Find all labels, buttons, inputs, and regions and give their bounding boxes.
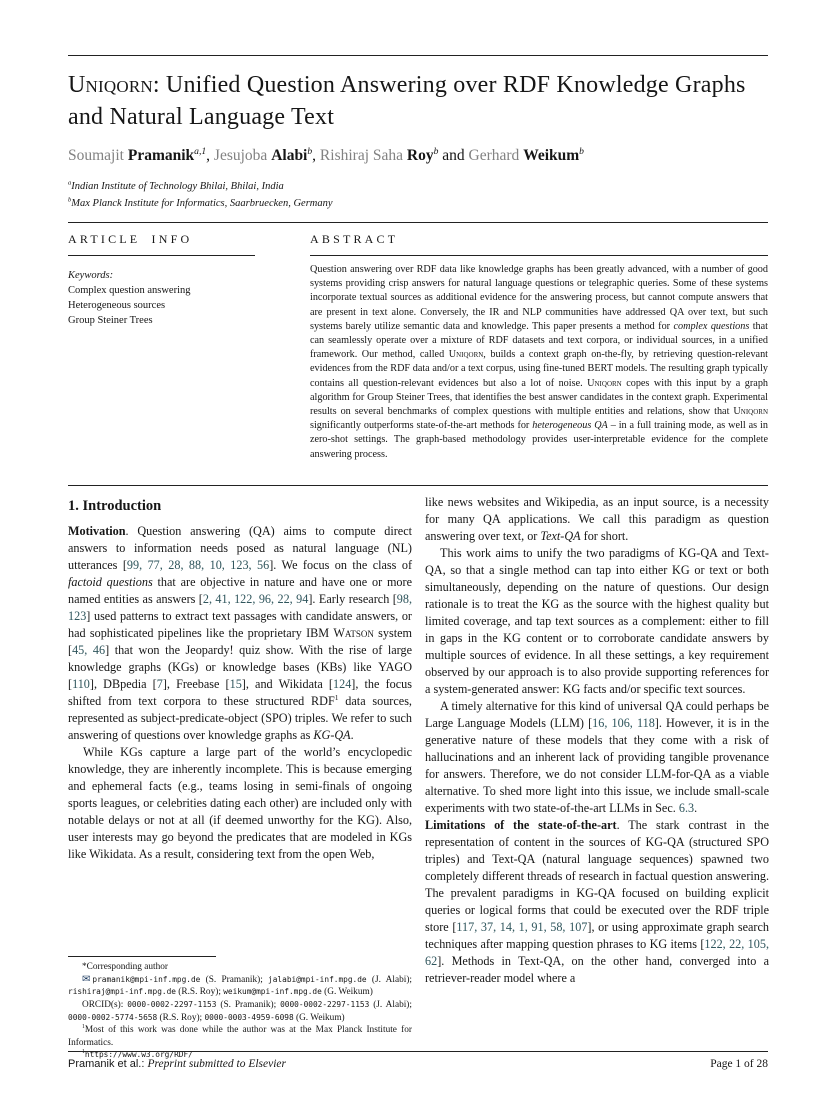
- text-segment: Motivation: [68, 524, 126, 539]
- text-segment: for short.: [580, 529, 629, 544]
- left-column: [68, 494, 412, 1062]
- citation-ref[interactable]: 15: [229, 677, 242, 692]
- footnote-note1: [68, 1024, 412, 1049]
- abstract-heading: ABSTRACT: [310, 232, 399, 246]
- text-segment: ,: [206, 147, 214, 164]
- text-segment: Watson: [333, 626, 374, 641]
- paragraph: [425, 494, 769, 545]
- text-segment: Soumajit: [68, 147, 128, 164]
- text-segment: Indian Institute of Technology Bhilai, Bhilai, India: [71, 181, 284, 192]
- paragraph: [425, 817, 769, 987]
- keyword-item: Complex question answering: [68, 285, 191, 296]
- text-segment: KG-QA: [313, 728, 351, 743]
- paragraph: [68, 744, 412, 863]
- article-info-panel: [68, 232, 255, 472]
- text-segment: Jesujoba: [213, 147, 272, 164]
- text-segment: and: [438, 147, 469, 164]
- footnote-emails: [68, 974, 412, 999]
- text-segment: ], the focus shifted from text corpora to these structured RDF: [68, 677, 412, 709]
- text-segment: b: [579, 145, 584, 157]
- text-segment: Question answering over RDF data like knowledge graphs has been greatly advanced, with a number of good systems providing crisp answers for natural language questions or telegraphic queries. Some of these systems incorporate textual sources as additional evidence for the answering process, but cannot compute answers that are present in text alone. Conversely, the IR and NLP communities have addressed QA over text, but such systems barely utilize semantic data and knowledge. This paper presents a method for: [310, 264, 768, 332]
- keyword-item: Group Steiner Trees: [68, 315, 153, 326]
- email-link[interactable]: jalabi@mpi-inf.mpg.de: [268, 974, 367, 984]
- paper-title: [68, 69, 768, 133]
- text-segment: b: [68, 196, 72, 204]
- text-segment: ], DBpedia [: [89, 677, 157, 692]
- authors-line: [68, 147, 768, 165]
- right-column: [425, 494, 769, 1062]
- text-segment: While KGs capture a large part of the world’s encyclopedic knowledge, they are inherently incomplete. This is because emerging and ephemeral facts (e.g., teams losing in semi-finals of ongoing sports leagues, or celebrities dating each other) are included only with notable delays or not at all (if deemed unworthy for the KG). Also, user interests may go beyond the predicates that are modeled in KGs like Wikidata. As a result, considering text from the open Web,: [68, 745, 412, 862]
- text-segment: ], Freebase [: [162, 677, 230, 692]
- citation-ref[interactable]: 6.3: [678, 801, 695, 816]
- article-info-heading: ARTICLE INFO: [68, 232, 193, 246]
- text-segment: ], and Wikidata [: [241, 677, 333, 692]
- footer-author: Pramanik et al.:: [68, 1058, 148, 1070]
- paragraph: [425, 698, 769, 817]
- text-segment: that are objective in nature and have one or more named entities as answers [: [68, 575, 412, 607]
- text-segment: ], or using approximate graph search techniques after mapping question phrases to KG items [: [425, 920, 769, 952]
- text-segment: ]. Methods in Text-QA, on the other hand, converged into a retriever-reader model where a: [425, 954, 769, 986]
- text-segment: that can seamlessly operate over a mixture of RDF datasets and text corpora, or individual sources, in a unified framework. Our method, called: [310, 320, 768, 361]
- text-segment: 1: [82, 1049, 85, 1056]
- affiliation-a: [68, 178, 768, 195]
- text-segment: . Question answering (QA) aims to compute direct answers to information needs posed as natural language (NL) utterances [: [68, 524, 412, 573]
- paragraph: [68, 523, 412, 744]
- text-segment: .: [350, 728, 354, 743]
- email-link[interactable]: rishiraj@mpi-inf.mpg.de: [68, 987, 176, 997]
- text-segment: – in a full training mode, as well as in zero-shot settings. The graph-based methodology provides user-interpretable evidence for the complete answering process.: [310, 420, 768, 460]
- footer-running-title: [68, 1058, 286, 1070]
- abstract-underline: [310, 255, 768, 256]
- keywords-label: Keywords:: [68, 270, 114, 281]
- text-segment: complex questions: [673, 320, 750, 332]
- text-segment: Rishiraj Saha: [319, 147, 407, 164]
- text-segment: 0000-0002-2297-1153: [280, 1000, 370, 1010]
- text-segment: Uniqorn: [448, 349, 484, 361]
- text-segment: 1: [334, 692, 339, 702]
- text-segment: a: [68, 179, 72, 187]
- affiliation-b: [68, 195, 768, 212]
- text-segment: Max Planck Institute for Informatics, Saarbruecken, Germany: [71, 198, 333, 209]
- text-segment: ]. Early research [: [308, 592, 397, 607]
- email-list: [68, 975, 412, 998]
- paragraph: [425, 545, 769, 698]
- text-segment: (J. Alabi);: [369, 1000, 412, 1011]
- text-segment: Text-QA: [540, 529, 581, 544]
- text-segment: Limitations of the state-of-the-art: [425, 818, 617, 833]
- text-segment: (G. Weikum): [321, 987, 373, 998]
- text-segment: Pramanik: [127, 147, 195, 164]
- citation-ref[interactable]: 2, 41, 122, 96, 22, 94: [202, 592, 309, 607]
- text-segment: 1: [82, 1024, 85, 1031]
- citation-ref[interactable]: 110: [72, 677, 90, 692]
- text-segment: : Unified Question Answering over RDF Knowledge Graphs and Natural Language Text: [68, 72, 746, 130]
- text-segment: significantly outperforms state-of-the-art methods for: [310, 420, 533, 432]
- body-columns: [68, 494, 768, 1062]
- citation-ref[interactable]: 124: [333, 677, 352, 692]
- citation-ref[interactable]: 117, 37, 14, 1, 91, 58, 107: [456, 920, 588, 935]
- text-segment: 0000-0003-4959-6098: [204, 1012, 294, 1022]
- text-segment: .: [694, 801, 698, 816]
- text-segment: 0000-0002-2297-1153: [127, 1000, 217, 1010]
- front-matter: [68, 222, 768, 472]
- text-segment: Uniqorn: [68, 72, 153, 98]
- text-segment: Gerhard: [468, 147, 524, 164]
- text-segment: b: [307, 145, 313, 157]
- text-segment: (S. Pramanik);: [216, 1000, 281, 1011]
- text-segment: (R.S. Roy);: [175, 987, 224, 998]
- footnote-rule: [68, 956, 216, 957]
- citation-ref[interactable]: 45, 46: [72, 643, 106, 658]
- corresponding-author-note: *Corresponding author: [82, 962, 168, 973]
- text-segment: 0000-0002-5774-5658: [68, 1012, 158, 1022]
- text-segment: heterogeneous QA: [532, 420, 608, 432]
- text-segment: Most of this work was done while the author was at the Max Planck Institute for Informatics.: [68, 1025, 412, 1048]
- section-divider-rule: [68, 485, 768, 486]
- text-segment: . The stark contrast in the representation of content in the sources of KG-QA (structured SPO triples) and Text-QA (natural language sequences) spawned two completely different threads of research in factual question answering. The prevalent paradigms in KG-QA focused on building explicit queries or logical forms that could be executed over the RDF triple store [: [425, 818, 769, 935]
- text-segment: ]. We focus on the class of: [269, 558, 413, 573]
- text-segment: Alabi: [271, 147, 308, 164]
- text-segment: ] used patterns to extract text passages with candidate answers, or had sophisticated pipelines like the proprietary IBM: [68, 609, 412, 641]
- footnote-orcids: [68, 999, 412, 1024]
- footer-page-number: Page 1 of 28: [710, 1058, 768, 1070]
- text-segment: ORCID(s):: [82, 1000, 128, 1011]
- text-segment: ,: [312, 147, 320, 164]
- text-segment: ]. However, it is in the generative nature of these models that they come with a risk of hallucinations and an inherent lack of providing tangible provenance for answers. Therefore, we do not consider LLM-for-QA as a viable alternative. To shed more light into this issue, we include small-scale experiments with two state-of-the-art LLMs in Sec.: [425, 716, 769, 816]
- affiliations: [68, 178, 768, 212]
- top-rule: [68, 55, 768, 56]
- text-segment: system [: [68, 626, 413, 658]
- text-segment: (R.S. Roy);: [157, 1012, 205, 1023]
- footnote-block: [68, 956, 412, 1062]
- email-link[interactable]: pramanik@mpi-inf.mpg.de: [92, 974, 201, 984]
- text-segment: Uniqorn: [587, 377, 622, 389]
- abstract-text: [310, 263, 768, 462]
- citation-ref[interactable]: 98, 123: [68, 592, 412, 624]
- footer-preprint-note: Preprint submitted to Elsevier: [147, 1058, 286, 1070]
- page-footer: [68, 1051, 768, 1070]
- text-segment: Uniqorn: [733, 406, 768, 418]
- email-link[interactable]: weikum@mpi-inf.mpg.de: [223, 987, 322, 997]
- section-heading-introduction: 1. Introduction: [68, 498, 162, 515]
- text-segment: This work aims to unify the two paradigms of KG-QA and Text-QA, so that a single method can tap into either KG or text or both simultaneously, depending on the nature of questions. Our design rationale is to treat the KG as the source with the highest quality but limited coverage, and tap text sources as a complement: either to fill in gaps in the KG content or to corroborate candidate answers by multiple sources of evidence. In all these settings, a key requirement observed by our approach is to also provide supporting references for a system-generated answer: KG facts and/or specific text sources.: [425, 546, 769, 697]
- text-segment: a,1: [194, 145, 207, 157]
- text-segment: , builds a context graph on-the-fly, by retrieving question-relevant evidences from the RDF data and/or a text corpus, using fine-tuned BERT models. The resulting graph typically contains all question-relevant evidences but also a lot of noise.: [310, 349, 768, 389]
- url-link[interactable]: https://www.w3.org/RDF/: [84, 1050, 193, 1060]
- article-info-underline: [68, 255, 255, 256]
- citation-ref[interactable]: 16, 106, 118: [592, 716, 655, 731]
- text-segment: (S. Pramanik);: [200, 974, 269, 985]
- text-segment: ] that won the Jeopardy! quiz show. With the rise of large knowledge graphs (KGs) or knowledge bases (KBs) like YAGO [: [68, 643, 413, 692]
- text-segment: b: [433, 145, 439, 157]
- text-segment: copes with this input by a graph algorithm for Group Steiner Trees, that identifies the best answer candidates in the context graph. Experimental results on several benchmarks of complex questions with multiple entities and relations, show that: [310, 377, 769, 418]
- keywords-block: [68, 268, 255, 328]
- text-segment: Weikum: [523, 147, 580, 164]
- text-segment: data sources, represented as subject-predicate-object (SPO) triples. We refer to such answering of questions over knowledge graphs as: [68, 694, 412, 743]
- text-segment: Roy: [406, 147, 434, 164]
- text-segment: (G. Weikum): [293, 1012, 345, 1023]
- text-segment: like news websites and Wikipedia, as an input source, is a necessity for many QA applications. We call this paradigm as question answering over text, or: [425, 495, 769, 544]
- text-segment: factoid questions: [68, 575, 153, 590]
- citation-ref[interactable]: 7: [156, 677, 163, 692]
- citation-ref[interactable]: 122, 22, 105, 62: [425, 937, 769, 969]
- envelope-icon: ✉: [82, 973, 91, 985]
- keyword-item: Heterogeneous sources: [68, 300, 166, 311]
- abstract-panel: [310, 232, 768, 472]
- text-segment: (J. Alabi);: [366, 974, 413, 985]
- text-segment: A timely alternative for this kind of universal QA could perhaps be Large Language Models (LLM) [: [425, 699, 769, 731]
- citation-ref[interactable]: 99, 77, 28, 88, 10, 123, 56: [126, 558, 270, 573]
